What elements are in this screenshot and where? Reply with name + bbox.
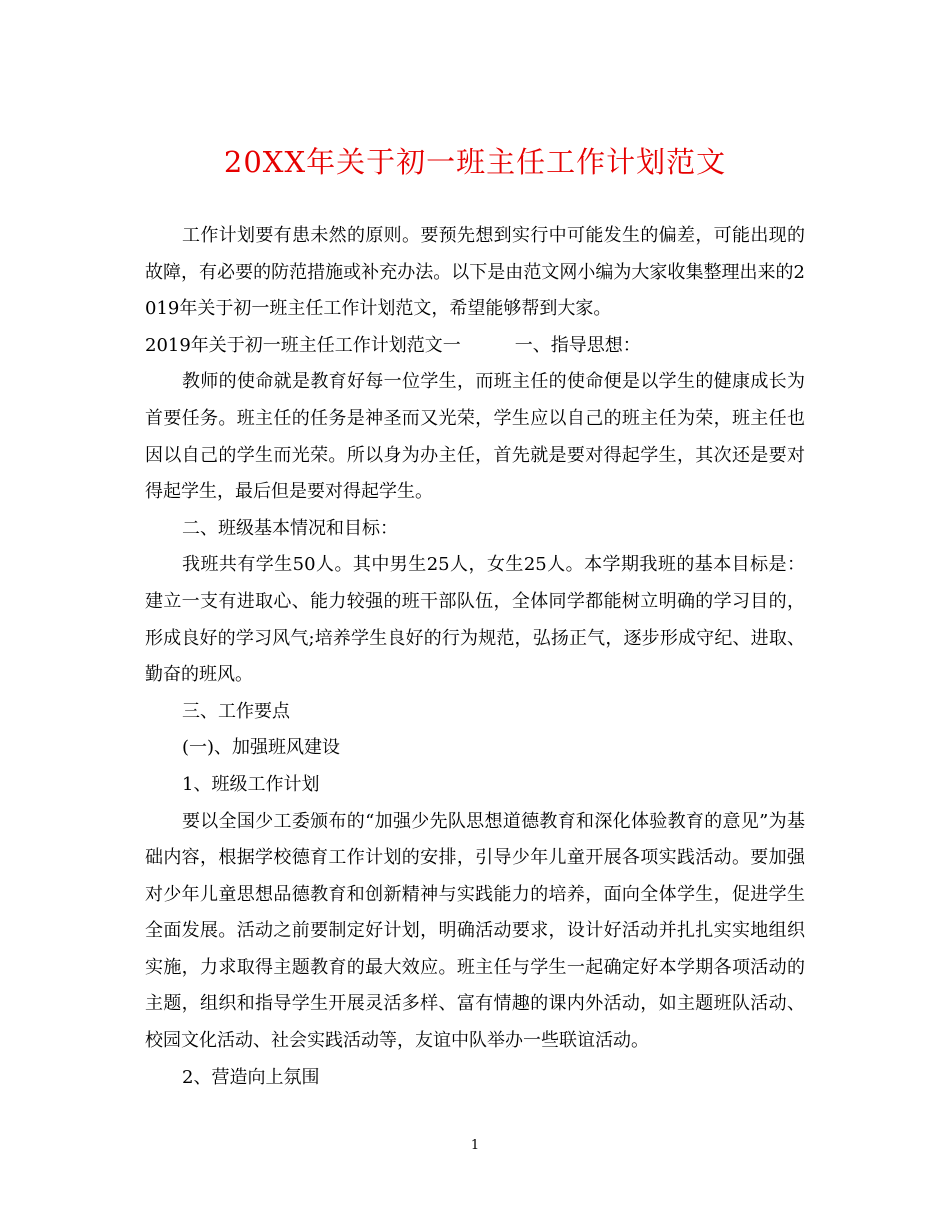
atmosphere-heading: 2、营造向上氛围 bbox=[182, 1066, 320, 1088]
page-number: 1 bbox=[470, 1138, 480, 1153]
class-situation-heading: 二、班级基本情况和目标： bbox=[182, 517, 398, 539]
intro-paragraph: 工作计划要有患未然的原则。要预先想到实行中可能发生的偏差，可能出现的故障，有必要的防范措施或补充办法。以下是由范文网小编为大家收集整理出来的2019年关于初一班主任工作计划范文，希望能够帮到大家。 bbox=[145, 225, 805, 320]
class-plan-heading: 1、班级工作计划 bbox=[182, 773, 320, 795]
class-situation-paragraph: 我班共有学生50人。其中男生25人，女生25人。本学期我班的基本目标是：建立一支有进取心、能力较强的班干部队伍，全体同学都能树立明确的学习目的，形成良好的学习风气;培养学生良好的行为规范，弘扬正气，逐步形成守纪、进取、勤奋的班风。 bbox=[145, 554, 805, 686]
document-body bbox=[145, 218, 805, 1096]
class-plan-paragraph: 要以全国少工委颁布的“加强少先队思想道德教育和深化体验教育的意见”为基础内容，根据学校德育工作计划的安排，引导少年儿童开展各项实践活动。要加强对少年儿童思想品德教育和创新精神与实践能力的培养，面向全体学生，促进学生全面发展。活动之前要制定好计划，明确活动要求，设计好活动并扎扎实实地组织实施，力求取得主题教育的最大效应。班主任与学生一起确定好本学期各项活动的主题，组织和指导学生开展灵活多样、富有情趣的课内外活动，如主题班队活动、校园文化活动、社会实践活动等，友谊中队举办一些联谊活动。 bbox=[145, 810, 805, 1052]
document-title: 20XX年关于初一班主任工作计划范文 bbox=[223, 145, 727, 179]
guiding-thought-paragraph: 教师的使命就是教育好每一位学生，而班主任的使命便是以学生的健康成长为首要任务。班主任的任务是神圣而又光荣，学生应以自己的班主任为荣，班主任也因以自己的学生而光荣。所以身为办主任，首先就是要对得起学生，其次还是要对得起学生，最后但是要对得起学生。 bbox=[145, 371, 805, 503]
section-heading-line: 2019年关于初一班主任工作计划范文一 一、指导思想： bbox=[145, 334, 641, 356]
class-style-heading: (一)、加强班风建设 bbox=[182, 737, 341, 759]
work-points-heading: 三、工作要点 bbox=[182, 700, 290, 722]
